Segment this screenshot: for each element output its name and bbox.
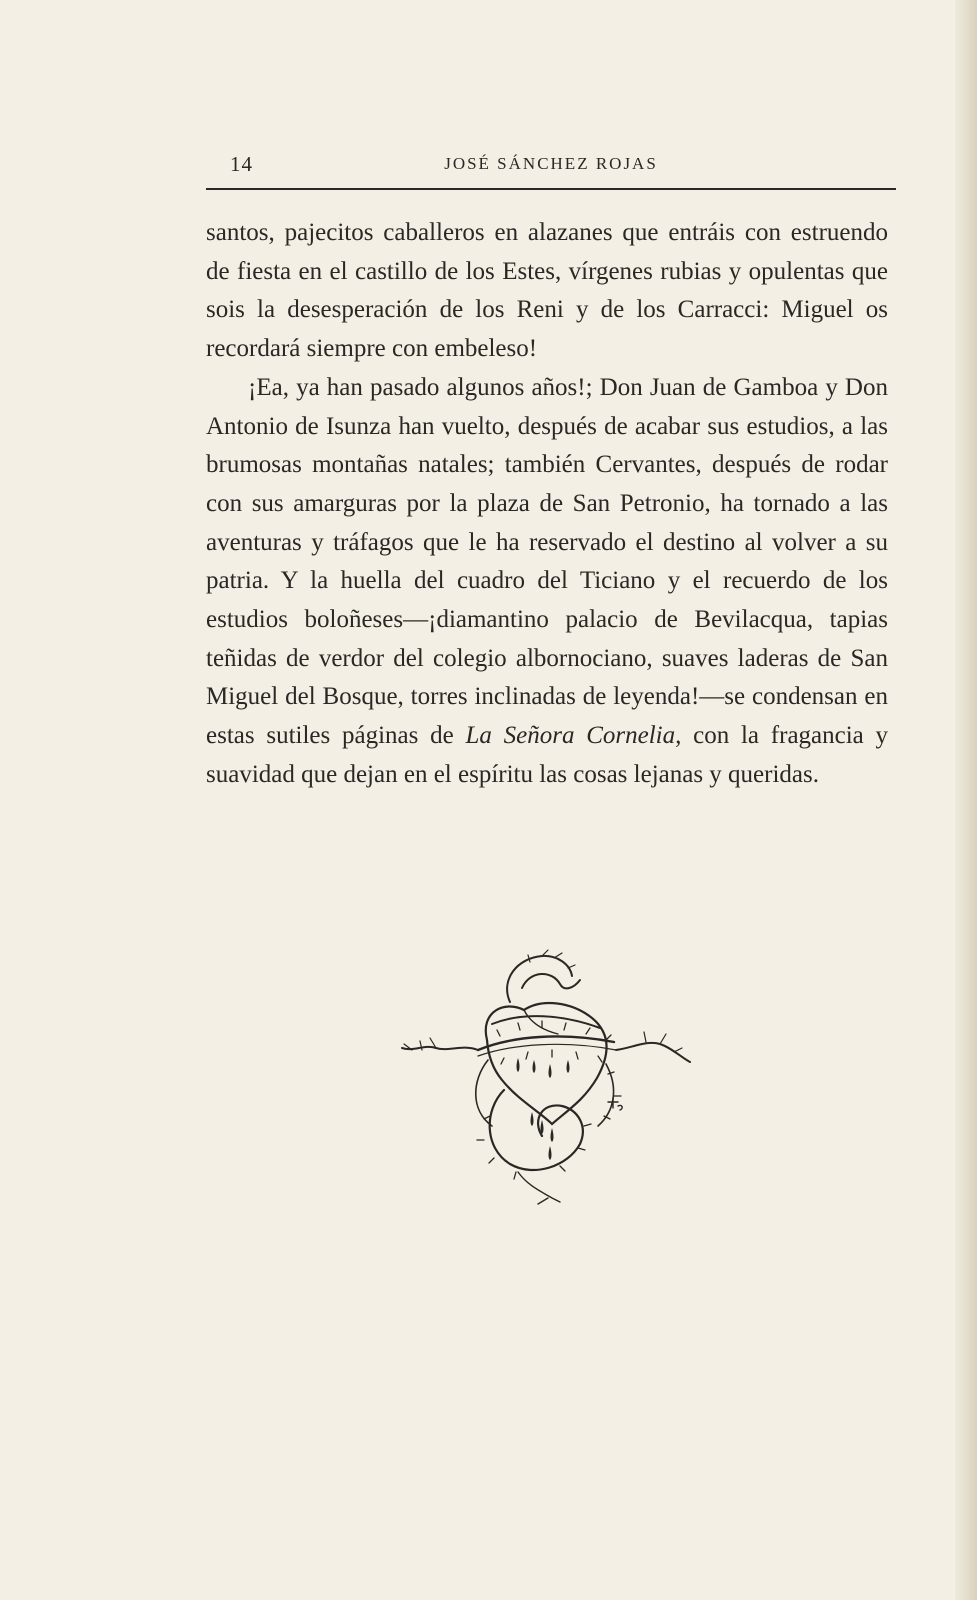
page-number: 14: [230, 152, 253, 176]
paragraph-2-ending: con la fragancia y suavidad que dejan en el espíritu las cosas lejanas y queridas.: [206, 722, 889, 788]
body-text: [206, 214, 888, 795]
book-title: La Señora Cornelia,: [465, 722, 682, 750]
page-edge: [955, 0, 977, 1600]
thorned-heart-icon: [392, 940, 702, 1215]
header-rule: [206, 188, 896, 190]
page-header: [206, 152, 896, 182]
paragraph-2-text: ¡Ea, ya han pasado algunos años!; Don Juan de Gamboa y Don Antonio de Isunza han vuelto, después de acabar sus estudios, a las brumosas montañas natales; también Cervantes, después de rodar con sus amarguras por la plaza de San Petronio, ha tornado a las aventuras y tráfagos que le ha reservado el destino al volver a su patria. Y la huella del cuadro del Ticiano y el recuerdo de los estudios boloñeses—¡diamantino palacio de Bevilacqua, tapias teñidas de verdor del colegio albornociano, suaves laderas de San Miguel del Bosque, torres inclinadas de leyenda!—se condensan en estas sutiles páginas de: [206, 373, 888, 750]
running-head: JOSÉ SÁNCHEZ ROJAS: [444, 154, 658, 173]
paragraph-2: [206, 369, 888, 795]
paragraph-1: santos, pajecitos caballeros en alazanes que entráis con estruendo de fiesta en el castillo de los Estes, vírgenes rubias y opulentas que sois la desesperación de los Reni y de los Carracci: Miguel os recordará siempre con embeleso!: [206, 219, 888, 363]
